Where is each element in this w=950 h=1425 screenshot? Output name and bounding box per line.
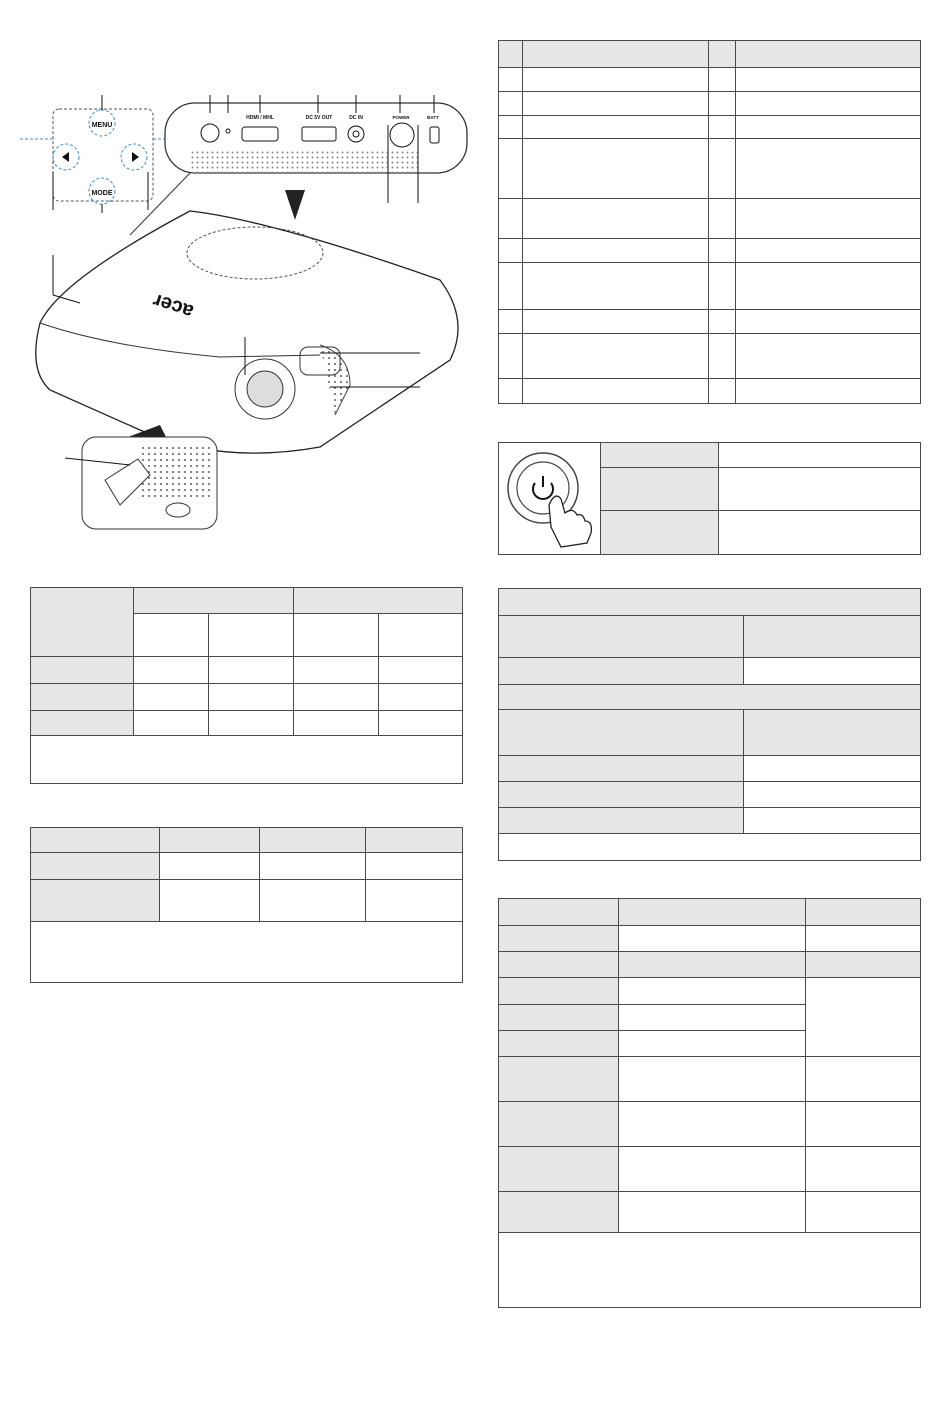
usb-port-icon [302, 127, 336, 141]
menu-label: MENU [91, 122, 113, 129]
headphone-icon [201, 124, 219, 142]
hdmi-label: HDMI / MHL [246, 115, 274, 121]
parts-table [498, 40, 921, 404]
brand-logo: acer [150, 288, 197, 323]
status-table [30, 827, 463, 983]
power-label: POWER [392, 115, 410, 120]
power-button-figure [499, 443, 601, 555]
power-button-icon [499, 443, 599, 551]
modes-table [30, 587, 463, 784]
mode-label: MODE [91, 190, 113, 197]
projector-body [36, 211, 458, 453]
arrow-right-icon [132, 152, 139, 162]
arrow-left-icon [62, 152, 69, 162]
power-icon [390, 123, 414, 147]
spec-table [498, 898, 921, 1308]
led-table [498, 588, 921, 861]
dc-in-label: DC IN [349, 115, 363, 121]
power-actions-table [498, 442, 921, 555]
dc-out-label: DC 5V OUT [305, 115, 333, 121]
hdmi-port-icon [242, 127, 278, 141]
lens [247, 371, 283, 407]
projector-illustration [20, 85, 480, 545]
batt-label: BATT [427, 115, 439, 120]
